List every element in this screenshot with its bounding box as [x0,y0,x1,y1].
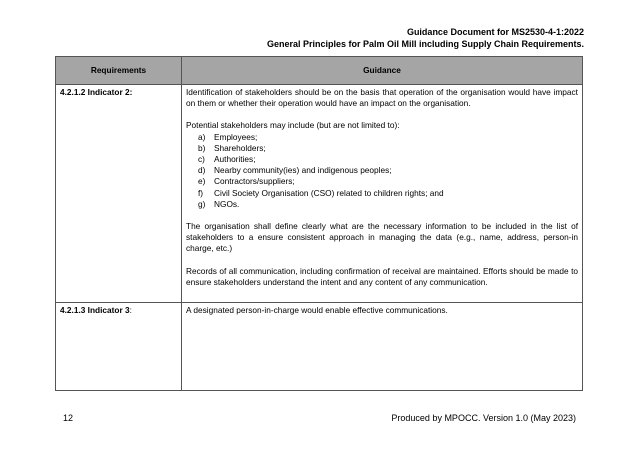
guidance-paragraph: Potential stakeholders may include (but are not limited to): [186,120,400,131]
requirements-table [55,56,583,391]
list-item: d) Nearby community(ies) and indigenous peoples; [198,165,392,176]
guidance-paragraph: Identification of stakeholders should be on the basis that operation of the organisation would have impact on them or whether their operation would have an impact on the organisation. [186,87,578,109]
guidance-paragraph: Records of all communication, including confirmation of receival are maintained. Efforts should be made to ensure stakeholders understand the intent and any content of any communication. [186,265,578,287]
requirement-label: 4.2.1.3 Indicator 3: [56,303,182,391]
table-header-row [56,57,583,85]
column-header-guidance: Guidance [182,57,583,85]
column-header-requirements: Requirements [56,57,182,85]
list-item: c) Authorities; [198,154,256,165]
requirement-label: 4.2.1.2 Indicator 2: [56,85,182,303]
stakeholder-list [186,132,578,210]
guidance-cell [182,85,583,303]
list-item: a) Employees; [198,131,258,142]
page-footer [63,413,576,423]
guidance-paragraph: The organisation shall define clearly what are the necessary information to be included in the list of stakeholders to a ensure consistent approach in managing the data (e.g., name, address, person-in charge, etc.) [186,221,578,254]
table-row [56,303,583,391]
page-number: 12 [63,413,74,423]
list-item: e) Contractors/suppliers; [198,176,295,187]
list-item: f) Civil Society Organisation (CSO) related to children rights; and [198,187,444,198]
list-item: b) Shareholders; [198,142,266,153]
list-item: g) NGOs. [198,198,240,209]
guidance-cell: A designated person-in-charge would enable effective communications. [182,303,583,391]
document-header [267,26,584,50]
footer-credit: Produced by MPOCC. Version 1.0 (May 2023) [391,413,576,423]
table-row [56,85,583,303]
header-title: Guidance Document for MS2530-4-1:2022 [406,27,584,37]
header-subtitle: General Principles for Palm Oil Mill including Supply Chain Requirements. [266,39,584,49]
